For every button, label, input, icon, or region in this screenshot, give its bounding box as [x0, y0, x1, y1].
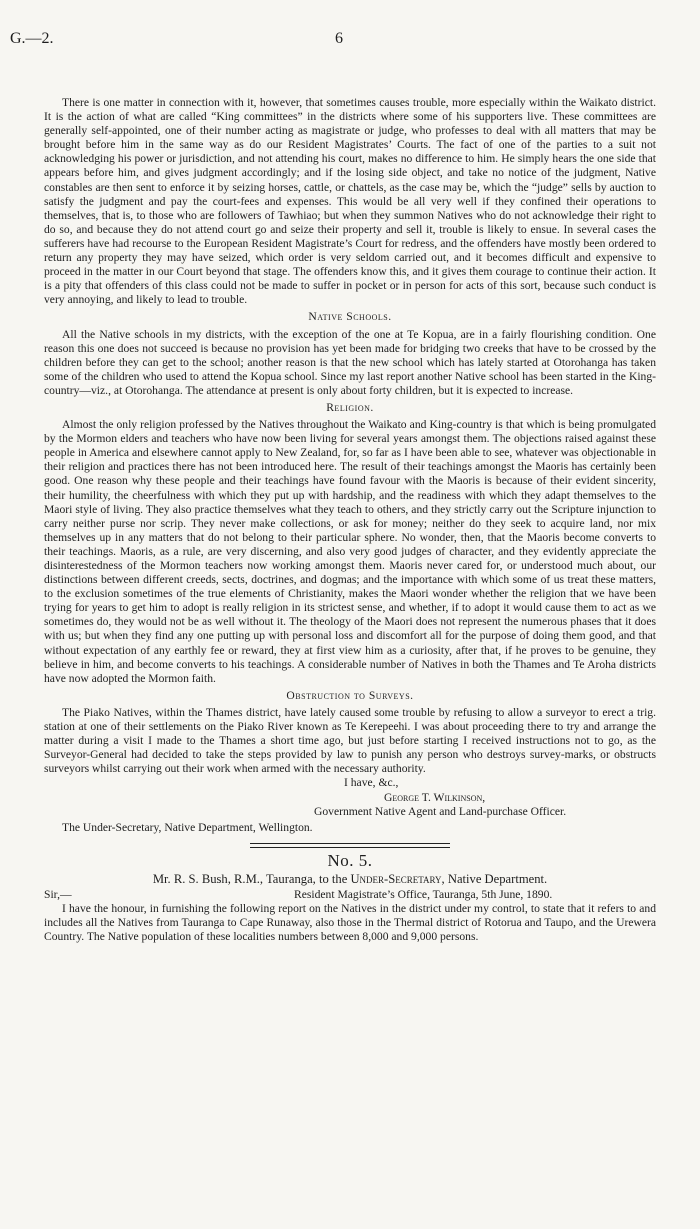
letter-title [44, 872, 656, 886]
signature: George T. Wilkinson, [384, 790, 486, 804]
section-divider [250, 843, 450, 848]
intro-paragraph: There is one matter in connection with it, however, that sometimes causes trouble, more especially within the Waikato district. It is the action of what are called “King committees” in the districts where some of his supporters live. These committees are generally self-appointed, one of their number acting as magistrate or judge, who professes to deal with all matters that may be brought before him in the same way as do our Resident Magistrates’ Courts. The fact of one of the parties to a suit not acknowledging his power or jurisdiction, and not attending his court, makes no difference to him. He simply hears the one side that appears before him, and gives judgment accordingly; and if the losing side object, and take no notice of the judgment, Native constables are then sent to enforce it by seizing horses, cattle, or chattels, as the case may be, which the “judge” sells by auction to satisfy the judgment and pay the court-fees and expenses. This would be all very well if they confined their operations to themselves, that is, to those who are followers of Tawhiao; but when they summon Natives who do not acknowledge their right to do so, and because they do not attend court go and seize their property and sell it, trouble is likely to ensue. In several cases the sufferers have had recourse to the European Resident Magistrate’s Court for redress, and the offenders have mostly been ordered to return any property they may have seized, which order is very seldom carried out, and it becomes difficult and expensive to proceed in the matter in our Court beyond that stage. The offenders know this, and it gives them courage to continue their action. It is a pity that offenders of this class could not be made to suffer in pocket or in person for acts of this sort, because such conduct is very annoying, and likely to lead to trouble. [44, 96, 656, 307]
obstruction-paragraph: The Piako Natives, within the Thames district, have lately caused some trouble by refusing to allow a surveyor to erect a trig. station at one of their settlements on the Piako River known as Te Kerepeehi. I was about proceeding there to try and arrange the matter during a visit I made to the Thames a short time ago, but just before starting I received instructions not to go, as the Surveyor-General had decided to take the steps provided by law to punish any person who destroys survey-marks, or obstructs surveyors whilst carrying out their work when armed with the necessary authority. [44, 705, 656, 776]
page-number: 6 [335, 30, 343, 47]
valediction: I have, &c., [344, 776, 399, 790]
sender-address: Resident Magistrate’s Office, Tauranga, 5th June, 1890. [294, 887, 553, 901]
page-header [10, 26, 656, 56]
document-reference: G.—2. [10, 30, 54, 47]
section-heading-obstruction: Obstruction to Surveys. [286, 688, 414, 702]
section-heading-religion: Religion. [326, 400, 374, 414]
native-schools-paragraph: All the Native schools in my districts, with the exception of the one at Te Kopua, are in a fairly flourishing condition. One reason this one does not succeed is because no provision has yet been made for bridging two creeks that have to be crossed by the children before they can get to the school; another reason is that the new school which has lately started at Otorohanga has taken some of the children who used to attend the Kopua school. Since my last report another Native school has been started in the King-country—viz., at Otorohanga. The attendance at present is only about forty children, but it is expected to increase. [44, 327, 656, 397]
letter-title-prefix: Mr. R. S. Bush, R.M., Tauranga, to the [152, 871, 348, 886]
addressee: The Under-Secretary, Native Department, Wellington. [62, 820, 313, 834]
salutation: Sir,— [44, 887, 72, 901]
letter-title-suffix: Native Department. [447, 871, 548, 886]
letter-title-recipient: Under-Secretary, [350, 871, 445, 886]
salutation-row [44, 888, 656, 902]
section-heading-native-schools: Native Schools. [308, 310, 392, 324]
letter-opening-paragraph: I have the honour, in furnishing the following report on the Natives in the district under my control, to state that it refers to and includes all the Natives from Tauranga to Cape Runaway, also those in the Thermal district of Rotorua and Taupo, and the Urewera Country. The Native population of these localities numbers between 8,000 and 9,000 persons. [44, 901, 656, 944]
signatory-title: Government Native Agent and Land-purchase Officer. [314, 804, 567, 818]
letter-number: No. 5. [327, 850, 373, 870]
document-body [44, 96, 656, 944]
religion-paragraph: Almost the only religion professed by the Natives throughout the Waikato and King-country is that which is being promulgated by the Mormon elders and teachers who have now been living for several years amongst them. The objections raised against these people in America and elsewhere cannot apply to New Zealand, for, so far as I have been able to see, whatever was objectionable in their religion and practices there has not been introduced here. The result of their teachings amongst the Maoris has certainly been good. One reason why these people and their teachings have found favour with the Maoris is because of their evident sincerity, their humility, the cheerfulness with which they put up with hardship, and the readiness with which they adapt themselves to the Maori style of living. They also practice themselves what they teach to others, and they strictly carry out the Scripture injunction to carry neither purse nor scrip. They never make collections, or ask for money; neither do they seek to acquire land, nor mix themselves up in any matters that do not belong to their particular sphere. No wonder, then, that the Maoris become converts to their teachings. Maoris, as a rule, are very discerning, and also very good judges of character, and they evidently appreciate the disinterestedness of the Mormon teachers now working amongst them. Maoris never cared for, or understood much about, our distinctions between different creeds, sects, doctrines, and dogmas; and the importance with which some of us treat these matters, to the exclusion sometimes of the true elements of Christianity, makes the Maori wonder whether the religion that we have been trying for years to get him to adopt is really religion in its strictest sense, and whether, if to adopt it would cause them to act as we sometimes do, they would not be as well without it. The theology of the Maori does not represent the numerous phases that it does with us; but when they find any one putting up with personal loss and discomfort all for the purpose of doing them good, and that without expectation of any earthly fee or reward, they at first view him as a curiosity, after that, if he proves to be genuine, they believe in him, and become converts to his teachings. A considerable number of Natives in both the Thames and Te Aroha districts have now adopted the Mormon faith. [44, 418, 656, 685]
